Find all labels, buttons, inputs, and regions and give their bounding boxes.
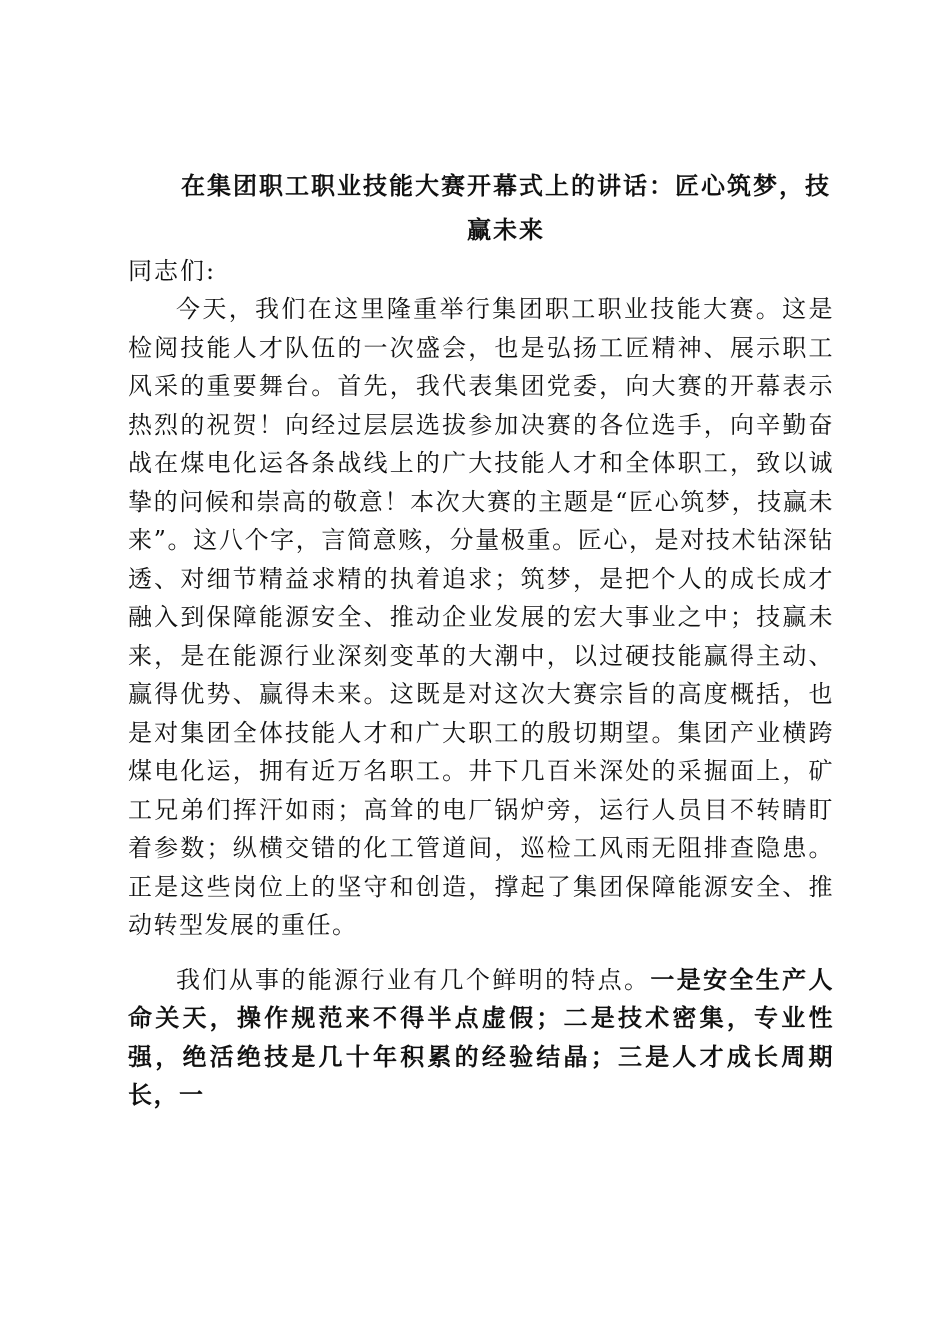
paragraph-2-intro: 我们从事的能源行业有几个鲜明的特点。 bbox=[176, 965, 651, 994]
body-paragraph-2 bbox=[128, 961, 834, 1115]
title-line-2: 赢未来 bbox=[467, 215, 545, 244]
body-paragraph-1: 今天，我们在这里隆重举行集团职工职业技能大赛。这是检阅技能人才队伍的一次盛会，也是弘扬工匠精神、展示职工风采的重要舞台。首先，我代表集团党委，向大赛的开幕表示热烈的祝贺！向经过层层选拔参加决赛的各位选手，向辛勤奋战在煤电化运各条战线上的广大技能人才和全体职工，致以诚挚的问候和崇高的敬意！本次大赛的主题是“匠心筑梦，技赢未来”。这八个字，言简意赅，分量极重。匠心，是对技术钻深钻透、对细节精益求精的执着追求；筑梦，是把个人的成长成才融入到保障能源安全、推动企业发展的宏大事业之中；技赢未来，是在能源行业深刻变革的大潮中，以过硬技能赢得主动、赢得优势、赢得未来。这既是对这次大赛宗旨的高度概括，也是对集团全体技能人才和广大职工的殷切期望。集团产业横跨煤电化运，拥有近万名职工。井下几百米深处的采掘面上，矿工兄弟们挥汗如雨；高耸的电厂锅炉旁，运行人员目不转睛盯着参数；纵横交错的化工管道间，巡检工风雨无阻排查隐患。正是这些岗位上的坚守和创造，撑起了集团保障能源安全、推动转型发展的重任。 bbox=[128, 295, 834, 939]
greeting: 同志们: bbox=[128, 257, 217, 285]
title-line-1: 在集团职工职业技能大赛开幕式上的讲话：匠心筑梦，技 bbox=[181, 171, 831, 200]
document-page bbox=[128, 164, 834, 1115]
document-title bbox=[128, 164, 834, 252]
paragraph-2-emphasis: 一是安全生产人命关天，操作规范来不得半点虚假；二是技术密集，专业性强，绝活绝技是几十年积累的经验结晶；三是人才成长周期长，一 bbox=[128, 964, 834, 1109]
